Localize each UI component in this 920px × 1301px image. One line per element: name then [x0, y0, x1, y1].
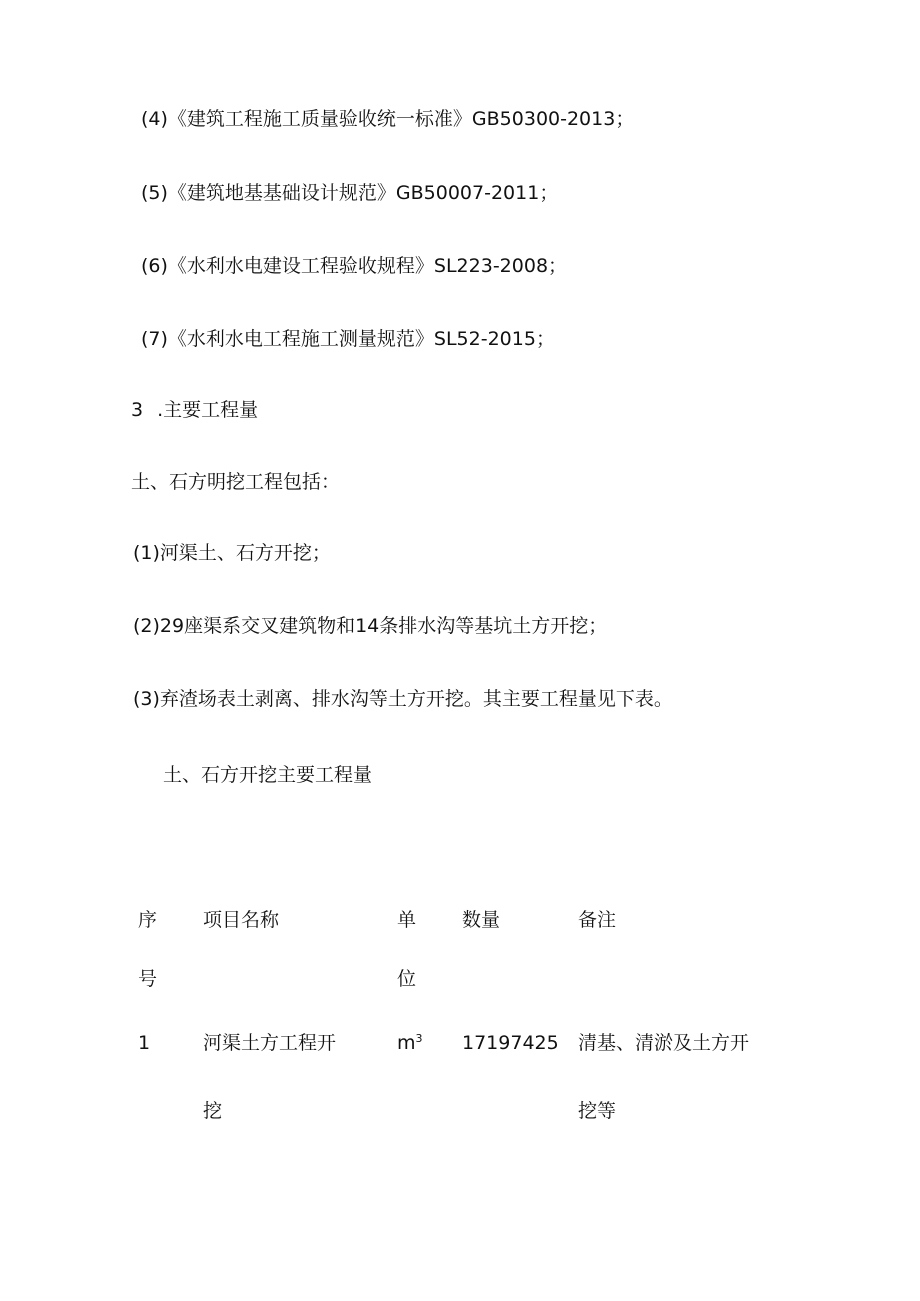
list-item-2: (2)29座渠系交叉建筑物和14条排水沟等基坑土方开挖； — [133, 615, 608, 637]
row-unit-base: m — [397, 1032, 416, 1054]
row-unit — [397, 1031, 423, 1055]
header-no-line2: 号 — [138, 968, 158, 990]
list-item-1: (1)河渠土、石方开挖； — [133, 542, 331, 564]
header-unit-line2: 位 — [397, 968, 417, 990]
row-remark-line2: 挖等 — [578, 1100, 617, 1122]
row-name-line2: 挖 — [203, 1100, 223, 1122]
reference-item-4: (4)《建筑工程施工质量验收统一标准》GB50300-2013； — [141, 108, 635, 130]
table-caption: 土、石方开挖主要工程量 — [163, 764, 373, 786]
row-no: 1 — [138, 1032, 151, 1054]
section-number: 3 — [131, 399, 144, 421]
row-quantity: 17197425 — [462, 1032, 559, 1054]
row-remark-line1: 清基、清淤及土方开 — [578, 1032, 750, 1054]
reference-item-6: (6)《水利水电建设工程验收规程》SL223-2008； — [141, 255, 568, 277]
section-heading — [131, 398, 258, 422]
reference-item-7: (7)《水利水电工程施工测量规范》SL52-2015； — [141, 328, 555, 350]
header-unit-line1: 单 — [397, 909, 417, 931]
row-name-line1: 河渠土方工程开 — [203, 1032, 337, 1054]
section-title: .主要工程量 — [157, 399, 259, 421]
list-item-3: (3)弃渣场表土剥离、排水沟等土方开挖。其主要工程量见下表。 — [133, 688, 673, 710]
header-remark: 备注 — [578, 909, 617, 931]
intro-paragraph: 土、石方明挖工程包括： — [131, 471, 341, 493]
header-quantity: 数量 — [462, 909, 501, 931]
header-no-line1: 序 — [138, 909, 158, 931]
reference-item-5: (5)《建筑地基基础设计规范》GB50007-2011； — [141, 182, 559, 204]
row-unit-superscript: 3 — [415, 1032, 423, 1045]
header-name: 项目名称 — [203, 909, 280, 931]
